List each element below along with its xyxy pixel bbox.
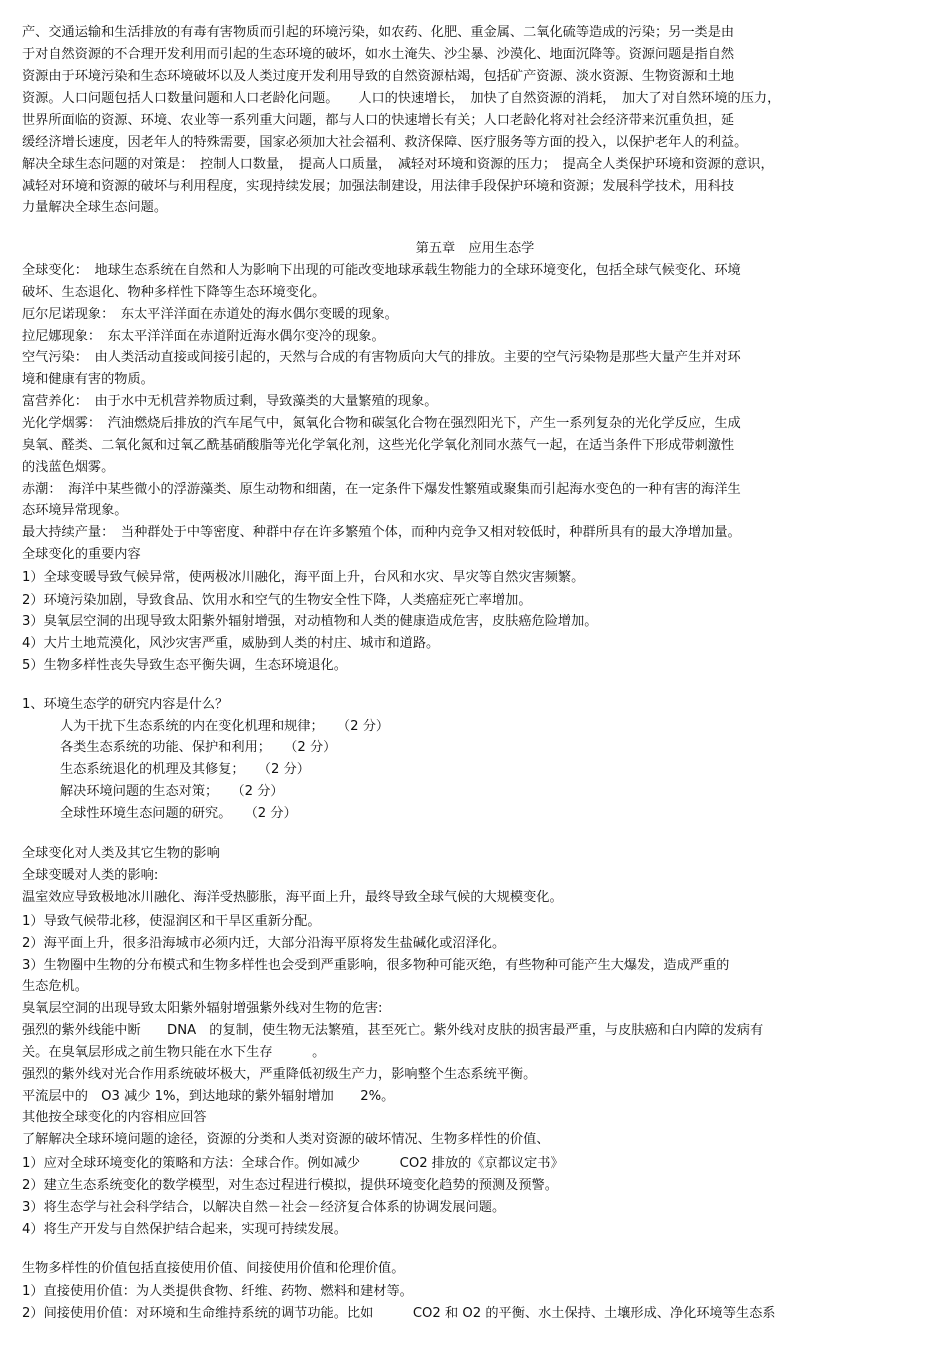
text-line: 臭氧、醛类、二氧化氮和过氧乙酰基硝酸脂等光化学氧化剂，这些光化学氧化剂同水蒸气一起，在适当条件下形成带刺激性 [22,438,735,453]
text-line: 其他按全球变化的内容相应回答 [22,1110,207,1125]
text-line: 光化学烟雾： 汽油燃烧后排放的汽车尾气中，氮氧化合物和碳氢化合物在强烈阳光下，产生一系列复杂的光化学反应，生成 [22,416,741,431]
text-line: 态环境异常现象。 [22,503,128,518]
text-line: 温室效应导致极地冰川融化、海洋受热膨胀，海平面上升，最终导致全球气候的大规模变化。 [22,890,563,905]
list-item: 2）海平面上升，很多沿海城市必须内迁，大部分沿海平原将发生盐碱化或沼泽化。 [22,936,506,951]
chapter-title: 第五章 应用生态学 [415,241,535,256]
text-line: 全球变暖对人类的影响: [22,868,159,883]
list-item: 3）将生态学与社会科学结合，以解决自然－社会－经济复合体系的协调发展问题。 [22,1200,506,1215]
text-line: 强烈的紫外线能中断 DNA 的复制，使生物无法繁殖，甚至死亡。紫外线对皮肤的损害最严重，与皮肤癌和白内障的发病有 [22,1023,764,1038]
text-line: 最大持续产量： 当种群处于中等密度、种群中存在许多繁殖个体，而种内竞争又相对较低时，种群所具有的最大净增加量。 [22,525,741,540]
question-heading: 1、环境生态学的研究内容是什么？ [22,697,229,712]
text-line: 解决全球生态问题的对策是： 控制人口数量， 提高人口质量， 减轻对环境和资源的压力； 提高全人类保护环境和资源的意识， [22,157,774,172]
text-line: 了解解决全球环境问题的途径，资源的分类和人类对资源的破坏情况、生物多样性的价值、 [22,1132,550,1147]
text-line: 破坏、生态退化、物种多样性下降等生态环境变化。 [22,285,326,300]
list-item: 3）臭氧层空洞的出现导致太阳紫外辐射增强，对动植物和人类的健康造成危害，皮肤癌危险增加。 [22,614,598,629]
list-item: 1）应对全球环境变化的策略和方法：全球合作。例如减少 CO2 排放的《京都议定书》 [22,1156,564,1171]
text-line: 拉尼娜现象： 东太平洋洋面在赤道附近海水偶尔变冷的现象。 [22,329,385,344]
list-item: 1）全球变暖导致气候异常，使两极冰川融化，海平面上升，台风和水灾、旱灾等自然灾害频繁。 [22,570,585,585]
answer-item: 生态系统退化的机理及其修复； （2 分） [60,762,310,777]
text-line: 减轻对环境和资源的破坏与利用程度，实现持续发展；加强法制建设，用法律手段保护环境和资源；发展科学技术，用科技 [22,179,735,194]
text-line: 缓经济增长速度，因老年人的特殊需要，国家必须加大社会福利、救济保障、医疗服务等方面的投入，以保护老年人的利益。 [22,135,748,150]
answer-item: 人为干扰下生态系统的内在变化机理和规律； （2 分） [60,719,390,734]
text-line: 平流层中的 O3 减少 1%，到达地球的紫外辐射增加 2%。 [22,1089,395,1104]
list-item: 4）大片土地荒漠化，风沙灾害严重，威胁到人类的村庄、城市和道路。 [22,636,440,651]
text-line: 臭氧层空洞的出现导致太阳紫外辐射增强紫外线对生物的危害: [22,1001,383,1016]
list-item: 2）环境污染加剧，导致食品、饮用水和空气的生物安全性下降，人类癌症死亡率增加。 [22,593,532,608]
section-heading: 全球变化的重要内容 [22,547,141,562]
list-item: 1）直接使用价值：为人类提供食物、纤维、药物、燃料和建材等。 [22,1284,413,1299]
text-line: 富营养化： 由于水中无机营养物质过剩，导致藻类的大量繁殖的现象。 [22,394,438,409]
text-line: 空气污染： 由人类活动直接或间接引起的，天然与合成的有害物质向大气的排放。主要的空气污染物是那些大量产生并对环 [22,350,741,365]
text-line: 厄尔尼诺现象： 东太平洋洋面在赤道处的海水偶尔变暖的现象。 [22,307,398,322]
list-item: 1）导致气候带北移，使湿润区和干旱区重新分配。 [22,914,321,929]
text-line: 产、交通运输和生活排放的有毒有害物质而引起的环境污染，如农药、化肥、重金属、二氧化硫等造成的污染；另一类是由 [22,25,735,40]
text-line: 生态危机。 [22,979,88,994]
answer-item: 解决环境问题的生态对策； （2 分） [60,784,284,799]
list-item: 3）生物圈中生物的分布模式和生物多样性也会受到严重影响，很多物种可能灭绝，有些物种可能产生大爆发，造成严重的 [22,958,730,973]
text-line: 资源由于环境污染和生态环境破坏以及人类过度开发利用导致的自然资源枯竭，包括矿产资源、淡水资源、生物资源和土地 [22,69,735,84]
text-line: 全球变化： 地球生态系统在自然和人为影响下出现的可能改变地球承载生物能力的全球环境变化，包括全球气候变化、环境 [22,263,741,278]
text-line: 强烈的紫外线对光合作用系统破坏极大，严重降低初级生产力，影响整个生态系统平衡。 [22,1067,537,1082]
section-heading: 全球变化对人类及其它生物的影响 [22,846,220,861]
list-item: 5）生物多样性丧失导致生态平衡失调，生态环境退化。 [22,658,347,673]
text-line: 力量解决全球生态问题。 [22,200,168,215]
answer-item: 全球性环境生态问题的研究。 （2 分） [60,806,297,821]
answer-item: 各类生态系统的功能、保护和利用； （2 分） [60,740,337,755]
section-heading: 生物多样性的价值包括直接使用价值、间接使用价值和伦理价值。 [22,1261,405,1276]
list-item: 2）建立生态系统变化的数学模型，对生态过程进行模拟，提供环境变化趋势的预测及预警。 [22,1178,558,1193]
text-line: 资源。人口问题包括人口数量问题和人口老龄化问题。 人口的快速增长， 加快了自然资源的消耗， 加大了对自然环境的压力， [22,91,781,106]
list-item: 2）间接使用价值：对环境和生命维持系统的调节功能。比如 CO2 和 O2 的平衡、水土保持、土壤形成、净化环境等生态系 [22,1306,776,1321]
text-line: 关。在臭氧层形成之前生物只能在水下生存 。 [22,1045,326,1060]
text-line: 世界所面临的资源、环境、农业等一系列重大问题，都与人口的快速增长有关；人口老龄化将对社会经济带来沉重负担，延 [22,113,735,128]
text-line: 赤潮： 海洋中某些微小的浮游藻类、原生动物和细菌，在一定条件下爆发性繁殖或聚集而引起海水变色的一种有害的海洋生 [22,482,741,497]
list-item: 4）将生产开发与自然保护结合起来，实现可持续发展。 [22,1222,347,1237]
text-line: 的浅蓝色烟雾。 [22,460,115,475]
text-line: 境和健康有害的物质。 [22,372,154,387]
text-line: 于对自然资源的不合理开发利用而引起的生态环境的破坏，如水土淹失、沙尘暴、沙漠化、地面沉降等。资源问题是指自然 [22,47,735,62]
